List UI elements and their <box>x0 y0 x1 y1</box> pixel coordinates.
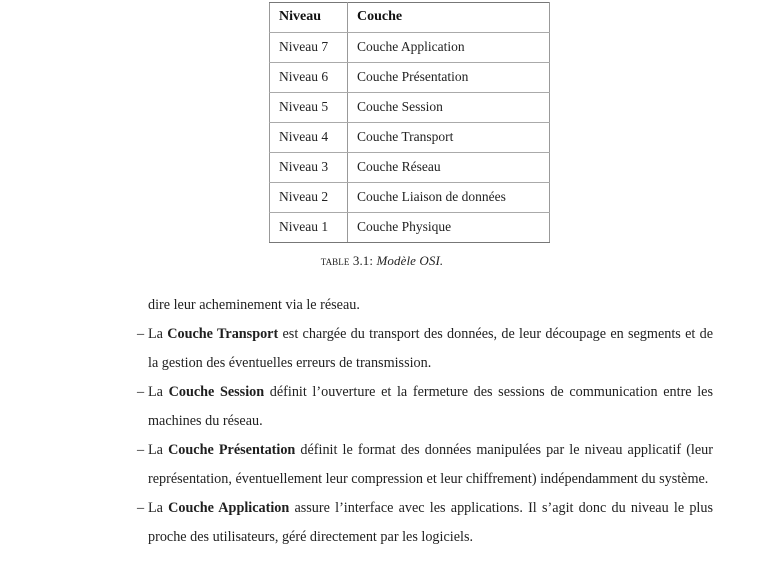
list-item <box>137 436 713 494</box>
paragraph-continuation: dire leur acheminement via le réseau. <box>148 297 360 313</box>
cell-niveau: Niveau 7 <box>270 33 348 63</box>
cell-niveau: Niveau 4 <box>270 123 348 153</box>
item-lead: La <box>148 384 169 400</box>
bullet-dash-icon: – <box>137 326 145 342</box>
cell-niveau: Niveau 5 <box>270 93 348 123</box>
table-header-row <box>270 3 550 33</box>
osi-table-container <box>269 2 549 243</box>
item-term: Couche Session <box>168 384 265 400</box>
body-text <box>137 291 713 552</box>
cell-couche: Couche Physique <box>348 213 550 243</box>
column-header-couche: Couche <box>348 3 550 33</box>
table-row <box>270 123 550 153</box>
item-lead: La <box>148 500 169 516</box>
table-row <box>270 93 550 123</box>
caption-number: 3.1: <box>352 253 374 268</box>
cell-couche: Couche Réseau <box>348 153 550 183</box>
list-item <box>137 494 713 552</box>
cell-couche: Couche Transport <box>348 123 550 153</box>
item-lead: La <box>148 326 168 342</box>
table-row <box>270 33 550 63</box>
cell-niveau: Niveau 1 <box>270 213 348 243</box>
cell-niveau: Niveau 3 <box>270 153 348 183</box>
list-item <box>137 378 713 436</box>
cell-niveau: Niveau 2 <box>270 183 348 213</box>
cell-couche: Couche Présentation <box>348 63 550 93</box>
cell-couche: Couche Session <box>348 93 550 123</box>
table-row <box>270 63 550 93</box>
item-rest: est chargée du transport des données, de leur découpage en segments et de la gestion des éventuelles erreurs de transmission. <box>148 326 713 371</box>
table-caption <box>0 253 764 269</box>
caption-label: table <box>320 253 350 268</box>
item-lead: La <box>148 442 169 458</box>
bullet-dash-icon: – <box>137 500 145 516</box>
bullet-dash-icon: – <box>137 442 145 458</box>
cell-couche: Couche Liaison de données <box>348 183 550 213</box>
item-term: Couche Transport <box>167 326 279 342</box>
item-rest: assure l’interface avec les applications. Il s’agit donc du niveau le plus proche des utilisateurs, géré directement par les logiciels. <box>148 500 713 545</box>
cell-couche: Couche Application <box>348 33 550 63</box>
table-row <box>270 153 550 183</box>
column-header-niveau: Niveau <box>270 3 348 33</box>
cell-niveau: Niveau 6 <box>270 63 348 93</box>
item-rest: définit l’ouverture et la fermeture des sessions de communication entre les machines du réseau. <box>148 384 714 429</box>
item-rest: définit le format des données manipulées par le niveau applicatif (leur représentation, éventuellement leur compression et leur chiffrement) indépendamment du système. <box>148 442 713 487</box>
osi-model-table <box>269 2 550 243</box>
table-body <box>270 33 550 243</box>
table-row <box>270 213 550 243</box>
list-item <box>137 320 713 378</box>
table-row <box>270 183 550 213</box>
bullet-dash-icon: – <box>137 384 145 400</box>
item-term: Couche Présentation <box>168 442 296 458</box>
item-term: Couche Application <box>168 500 290 516</box>
caption-title: Modèle OSI. <box>376 253 444 268</box>
